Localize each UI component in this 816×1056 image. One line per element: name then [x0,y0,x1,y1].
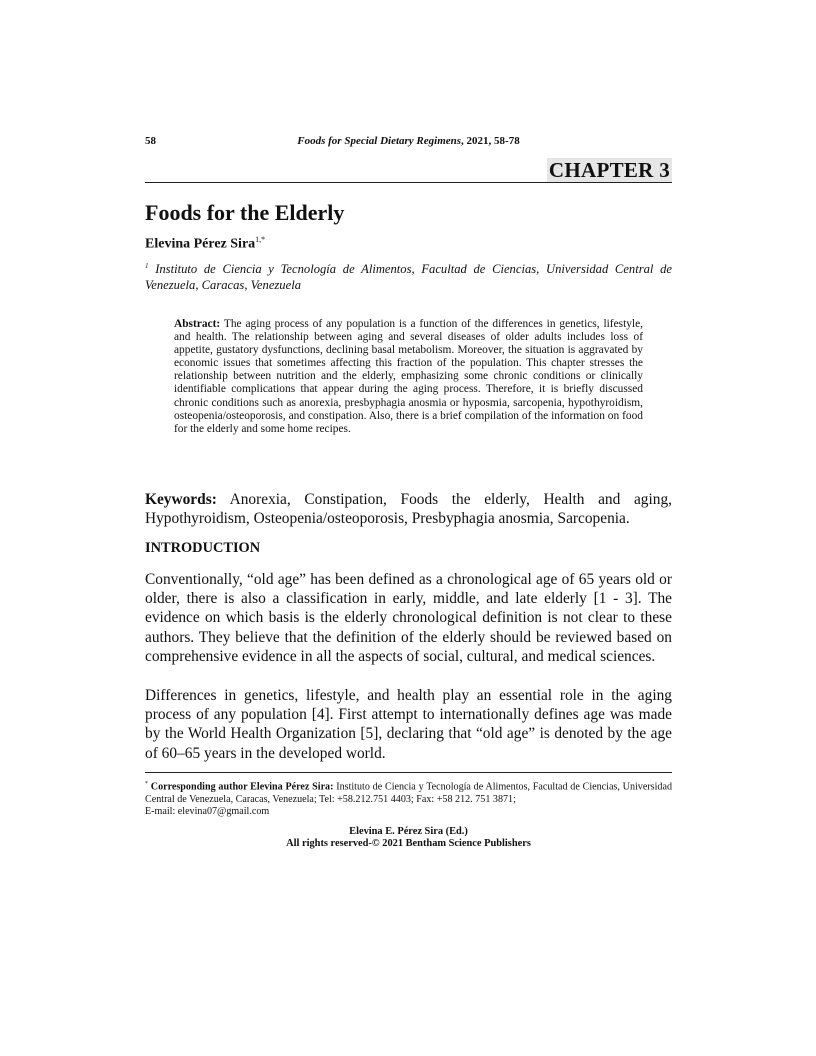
footnote-text: Instituto de Ciencia y Tecnología de Alimentos, Facultad de Ciencias, Universidad Central de Venezuela, Caracas, Venezuela; Tel: +58.212.751 4403; Fax: +58 212. 751 3871; [145,781,672,805]
journal-suffix: , 2021, 58-78 [461,135,520,147]
page-number: 58 [145,135,156,147]
page-title: Foods for the Elderly [145,200,345,225]
footer-copyright: All rights reserved-© 2021 Bentham Science Publishers [286,838,531,850]
affiliation [145,258,672,293]
footnote [145,778,672,818]
paragraph: Differences in genetics, lifestyle, and health play an essential role in the aging process of any population [4]. First attempt to internationally defines age was made by the World Health Organization [5], declaring that “old age” is denoted by the age of 60–65 years in the developed world. [145,687,672,762]
paragraph: Conventionally, “old age” has been defined as a chronological age of 65 years old or older, there is also a classification in early, middle, and late elderly [1 - 3]. The evidence on which basis is the elderly chronological definition is not clear to these authors. They believe that the definition of the elderly should be reviewed based on comprehensive evidence in all the aspects of social, cultural, and medical sciences. [145,571,672,665]
affiliation-text: Instituto de Ciencia y Tecnología de Alimentos, Facultad de Ciencias, Universidad Central de Venezuela, Caracas, Venezuela [145,262,672,293]
footnote-marker: * [145,781,148,787]
footnote-label: Corresponding author Elevina Pérez Sira: [148,781,334,793]
page-footer [145,826,672,851]
journal-citation [145,135,672,147]
chapter-rule [145,182,672,183]
author-name: Elevina Pérez Sira [145,236,256,252]
abstract-label: Abstract: [174,318,221,330]
author-superscript: 1,* [255,235,266,244]
author [145,235,265,253]
keywords-text: Anorexia, Constipation, Foods the elderly, Health and aging, Hypothyroidism, Osteopenia/osteoporosis, Presbyphagia anosmia, Sarcopenia. [145,491,672,527]
chapter-label: CHAPTER 3 [548,158,670,182]
section-heading: INTRODUCTION [145,540,261,556]
keywords [145,490,672,528]
journal-title: Foods for Special Dietary Regimens [297,135,462,147]
abstract-text: The aging process of any population is a function of the differences in genetics, lifestyle, and health. The relationship between aging and several diseases of older adults includes loss of appetite, gustatory dysfunctions, declining basal metabolism. Moreover, the situation is aggravated by economic issues that sometimes affecting this fraction of the population. This chapter stresses the relationship between nutrition and the elderly, emphasizing some chronic conditions or clinically identifiable complications that appear during the aging process. Therefore, it is briefly discussed chronic conditions such as anorexia, presbyphagia anosmia or hyposmia, sarcopenia, hypothyroidism, osteopenia/osteoporosis, and constipation. Also, there is a brief compilation of the information on food for the elderly and some home recipes. [174,318,643,435]
abstract [174,318,643,436]
footnote-rule [145,772,672,773]
keywords-label: Keywords: [145,491,217,508]
footnote-email: E-mail: elevina07@gmail.com [145,805,270,817]
affiliation-marker: 1 [145,262,149,270]
footer-editor: Elevina E. Pérez Sira (Ed.) [349,826,468,837]
